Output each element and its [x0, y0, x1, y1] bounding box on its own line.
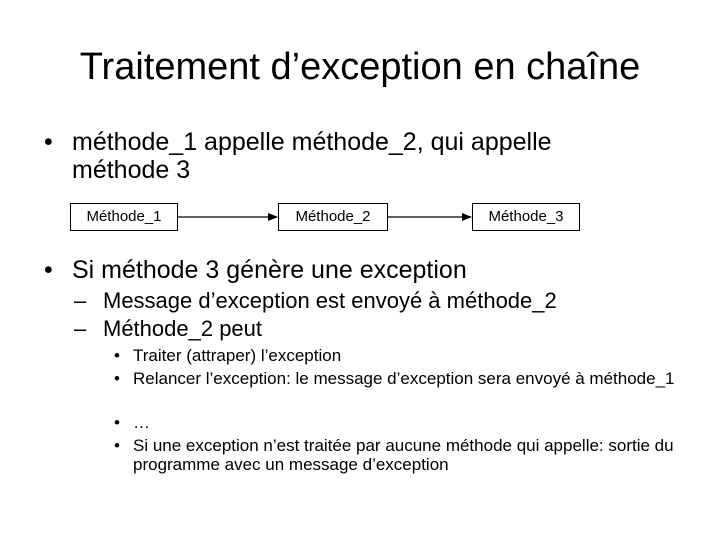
sub-bullet-method2 [74, 315, 262, 343]
option-text: Traiter (attraper) l’exception [133, 346, 342, 365]
bullet-mark: • [44, 128, 53, 156]
option-rethrow [114, 369, 684, 388]
sub-bullet-message [74, 287, 557, 315]
option-text: … [133, 413, 150, 432]
method-3-box: Méthode_3 [472, 203, 580, 231]
bullet-mark: • [114, 413, 120, 432]
method-1-box: Méthode_1 [70, 203, 178, 231]
dash-mark: – [74, 316, 87, 341]
sub-bullet-text: Message d’exception est envoyé à méthode_2 [103, 288, 557, 313]
slide-title: Traitement d’exception en chaîne [79, 46, 641, 88]
option-catch [114, 346, 694, 365]
option-ellipsis [114, 413, 694, 432]
bullet-call-chain [44, 128, 644, 184]
option-uncaught [114, 436, 694, 474]
option-text: Si une exception n’est traitée par aucune méthode qui appelle: sortie du programme avec un message d’exception [133, 436, 674, 474]
bullet-mark: • [114, 346, 120, 365]
bullet-mark: • [114, 436, 120, 455]
bullet-text: Si méthode 3 génère une exception [72, 256, 467, 284]
dash-mark: – [74, 288, 87, 313]
option-text: Relancer l’exception: le message d’exception sera envoyé à méthode_1 [133, 369, 675, 388]
bullet-mark: • [114, 369, 120, 388]
bullet-mark: • [44, 256, 53, 284]
sub-bullet-text: Méthode_2 peut [103, 316, 263, 341]
bullet-text: méthode_1 appelle méthode_2, qui appelle méthode 3 [72, 128, 552, 184]
bullet-exception [44, 256, 644, 284]
method-2-box: Méthode_2 [278, 203, 388, 231]
